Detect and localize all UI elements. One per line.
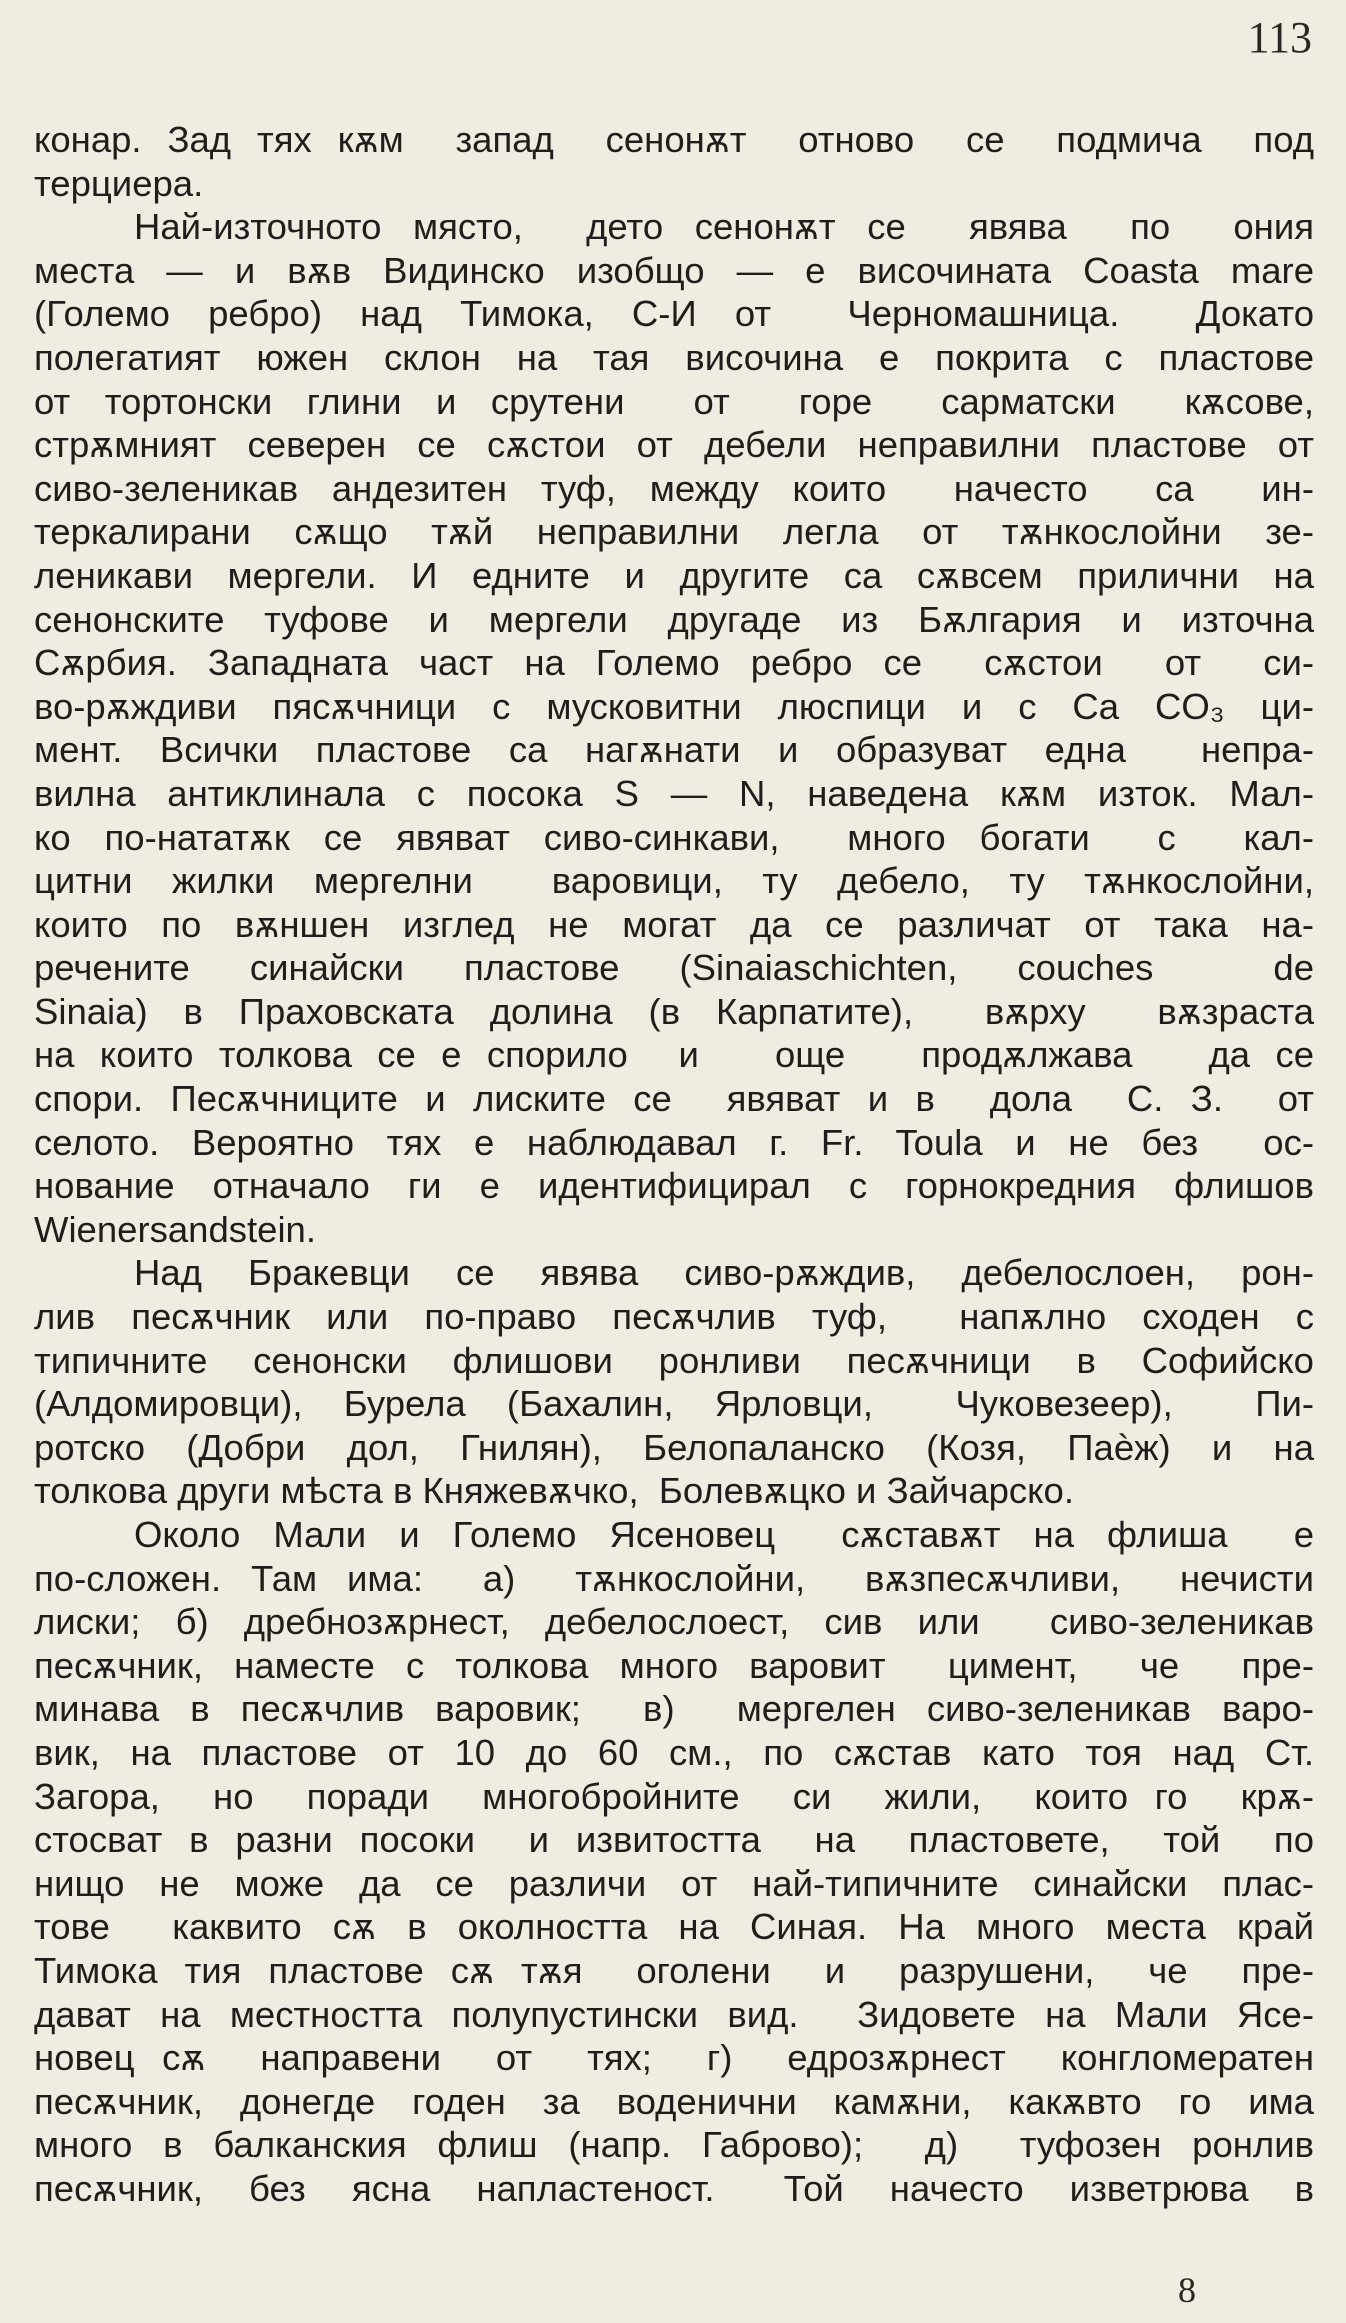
text-line: (Големо ребро) над Тимока, С-И от Черномашница. Докато — [34, 294, 1314, 335]
text-line: Над Бракевци се явява сиво-рѫждив, дебелослоен, рон- — [134, 1253, 1314, 1294]
text-line: полегатият южен склон на тая височина е покрита с пластове — [34, 337, 1314, 378]
printer-signature: 8 — [1178, 2270, 1196, 2310]
text-line: песѫчник, без ясна напластеност. Той начесто изветрюва в — [34, 2168, 1314, 2209]
text-line: вик, на пластове от 10 до 60 см., по сѫстав като тоя над Ст. — [34, 1732, 1314, 1773]
text-line: стосват в разни посоки и извитостта на пластовете, той по — [34, 1820, 1314, 1861]
page-number: 113 — [1247, 13, 1312, 62]
text-line: лив песѫчник или по-право песѫчлив туф, напѫлно сходен с — [34, 1297, 1314, 1338]
text-line: селото. Вероятно тях е наблюдавал г. Fr. Toula и не без ос- — [34, 1122, 1314, 1163]
text-line: Около Мали и Големо Ясеновец сѫставѫт на флиша е — [134, 1515, 1314, 1555]
text-line: места — и вѫв Видинско изобщо — е височината Coasta mare — [34, 250, 1314, 291]
text-line: (Алдомировци), Бурела (Бахалин, Ярловци, Чуковезеер), Пи- — [34, 1384, 1314, 1425]
text-line: дават на местността полупустински вид. Зидовете на Мали Ясе- — [34, 1994, 1314, 2035]
text-line: стрѫмният северен се сѫстои от дебели неправилни пластове от — [34, 425, 1314, 466]
text-line: минава в песѫчлив варовик; в) мергелен сиво-зеленикав варо- — [34, 1689, 1314, 1730]
text-line: от тортонски глини и срутени от горе сарматски кѫсове, — [34, 381, 1314, 422]
text-line: цитни жилки мергелни варовици, ту дебело, ту тѫнкослойни, — [34, 861, 1314, 902]
text-line: на които толкова се е спорило и още продѫлжава да се — [34, 1035, 1314, 1076]
text-line: теркалирани сѫщо тѫй неправилни легла от тѫнкослойни зе- — [34, 512, 1314, 553]
text-line: много в балканския флиш (напр. Габрово); д) туфозен ронлив — [34, 2125, 1314, 2166]
text-line: типичните сенонски флишови ронливи песѫчници в Софийско — [34, 1340, 1314, 1381]
text-line: спори. Песѫчниците и лиските се явяват и в дола С. З. от — [34, 1079, 1314, 1120]
text-line: толкова други мѣста в Княжевѫчко, Болевѫцко и Зайчарско. — [34, 1471, 1075, 1512]
text-line: Sinaia) в Праховската долина (в Карпатите), вѫрху вѫзраста — [34, 991, 1314, 1032]
text-line: ротско (Добри дол, Гнилян), Белопаланско (Козя, Паѐж) и на — [34, 1427, 1314, 1468]
text-line: Загора, но поради многобройните си жили, които го крѫ- — [34, 1776, 1314, 1817]
text-line: леникави мергели. И едните и другите са сѫвсем прилични на — [34, 555, 1314, 596]
text-line: вилна антиклинала с посока S — N, наведена кѫм изток. Мал- — [34, 773, 1314, 814]
text-line: конар. Зад тях кѫм запад сенонѫт отново се подмича под — [34, 120, 1314, 160]
text-line: сенонските туфове и мергели другаде из Бѫлгария и източна — [34, 599, 1314, 640]
body-text — [34, 120, 1314, 2213]
text-line: сиво-зеленикав андезитен туф, между които начесто са ин- — [34, 468, 1314, 509]
text-line: по-сложен. Там има: а) тѫнкослойни, вѫзпесѫчливи, нечисти — [34, 1558, 1314, 1599]
text-line: речените синайски пластове (Sinaiaschichten, couches de — [34, 948, 1314, 989]
text-line: ко по-нататѫк се явяват сиво-синкави, много богати с кал- — [34, 817, 1314, 858]
text-line: новец сѫ направени от тях; г) едрозѫрнест конгломератен — [34, 2038, 1314, 2079]
text-line: мент. Всички пластове са нагѫнати и образуват една непра- — [34, 730, 1314, 771]
text-line: песѫчник, донегде годен за воденични камѫни, какѫвто го има — [34, 2081, 1314, 2122]
text-line: Сѫрбия. Западната част на Големо ребро се сѫстои от си- — [34, 643, 1314, 684]
text-line: нование отначало ги е идентифицирал с горнокредния флишов — [34, 1166, 1314, 1207]
text-line: Най-източното място, дето сенонѫт се явява по ония — [134, 207, 1314, 248]
text-line: Wienersandstein. — [34, 1209, 317, 1250]
text-line: Тимока тия пластове сѫ тѫя оголени и разрушени, че пре- — [34, 1950, 1314, 1991]
text-line: които по вѫншен изглед не могат да се различат от така на- — [34, 904, 1314, 945]
text-line: лиски; б) дребнозѫрнест, дебелослоест, сив или сиво-зеленикав — [34, 1602, 1314, 1643]
text-line: терциера. — [34, 163, 204, 204]
text-line: во-рѫждиви пясѫчници с мусковитни люспици и с Ca CO₃ ци- — [34, 686, 1314, 727]
text-line: тове каквито сѫ в околността на Синая. На много места край — [34, 1907, 1314, 1948]
text-line: песѫчник, наместе с толкова много варовит цимент, че пре- — [34, 1645, 1314, 1686]
text-line: нищо не може да се различи от най-типичните синайски плас- — [34, 1863, 1314, 1904]
